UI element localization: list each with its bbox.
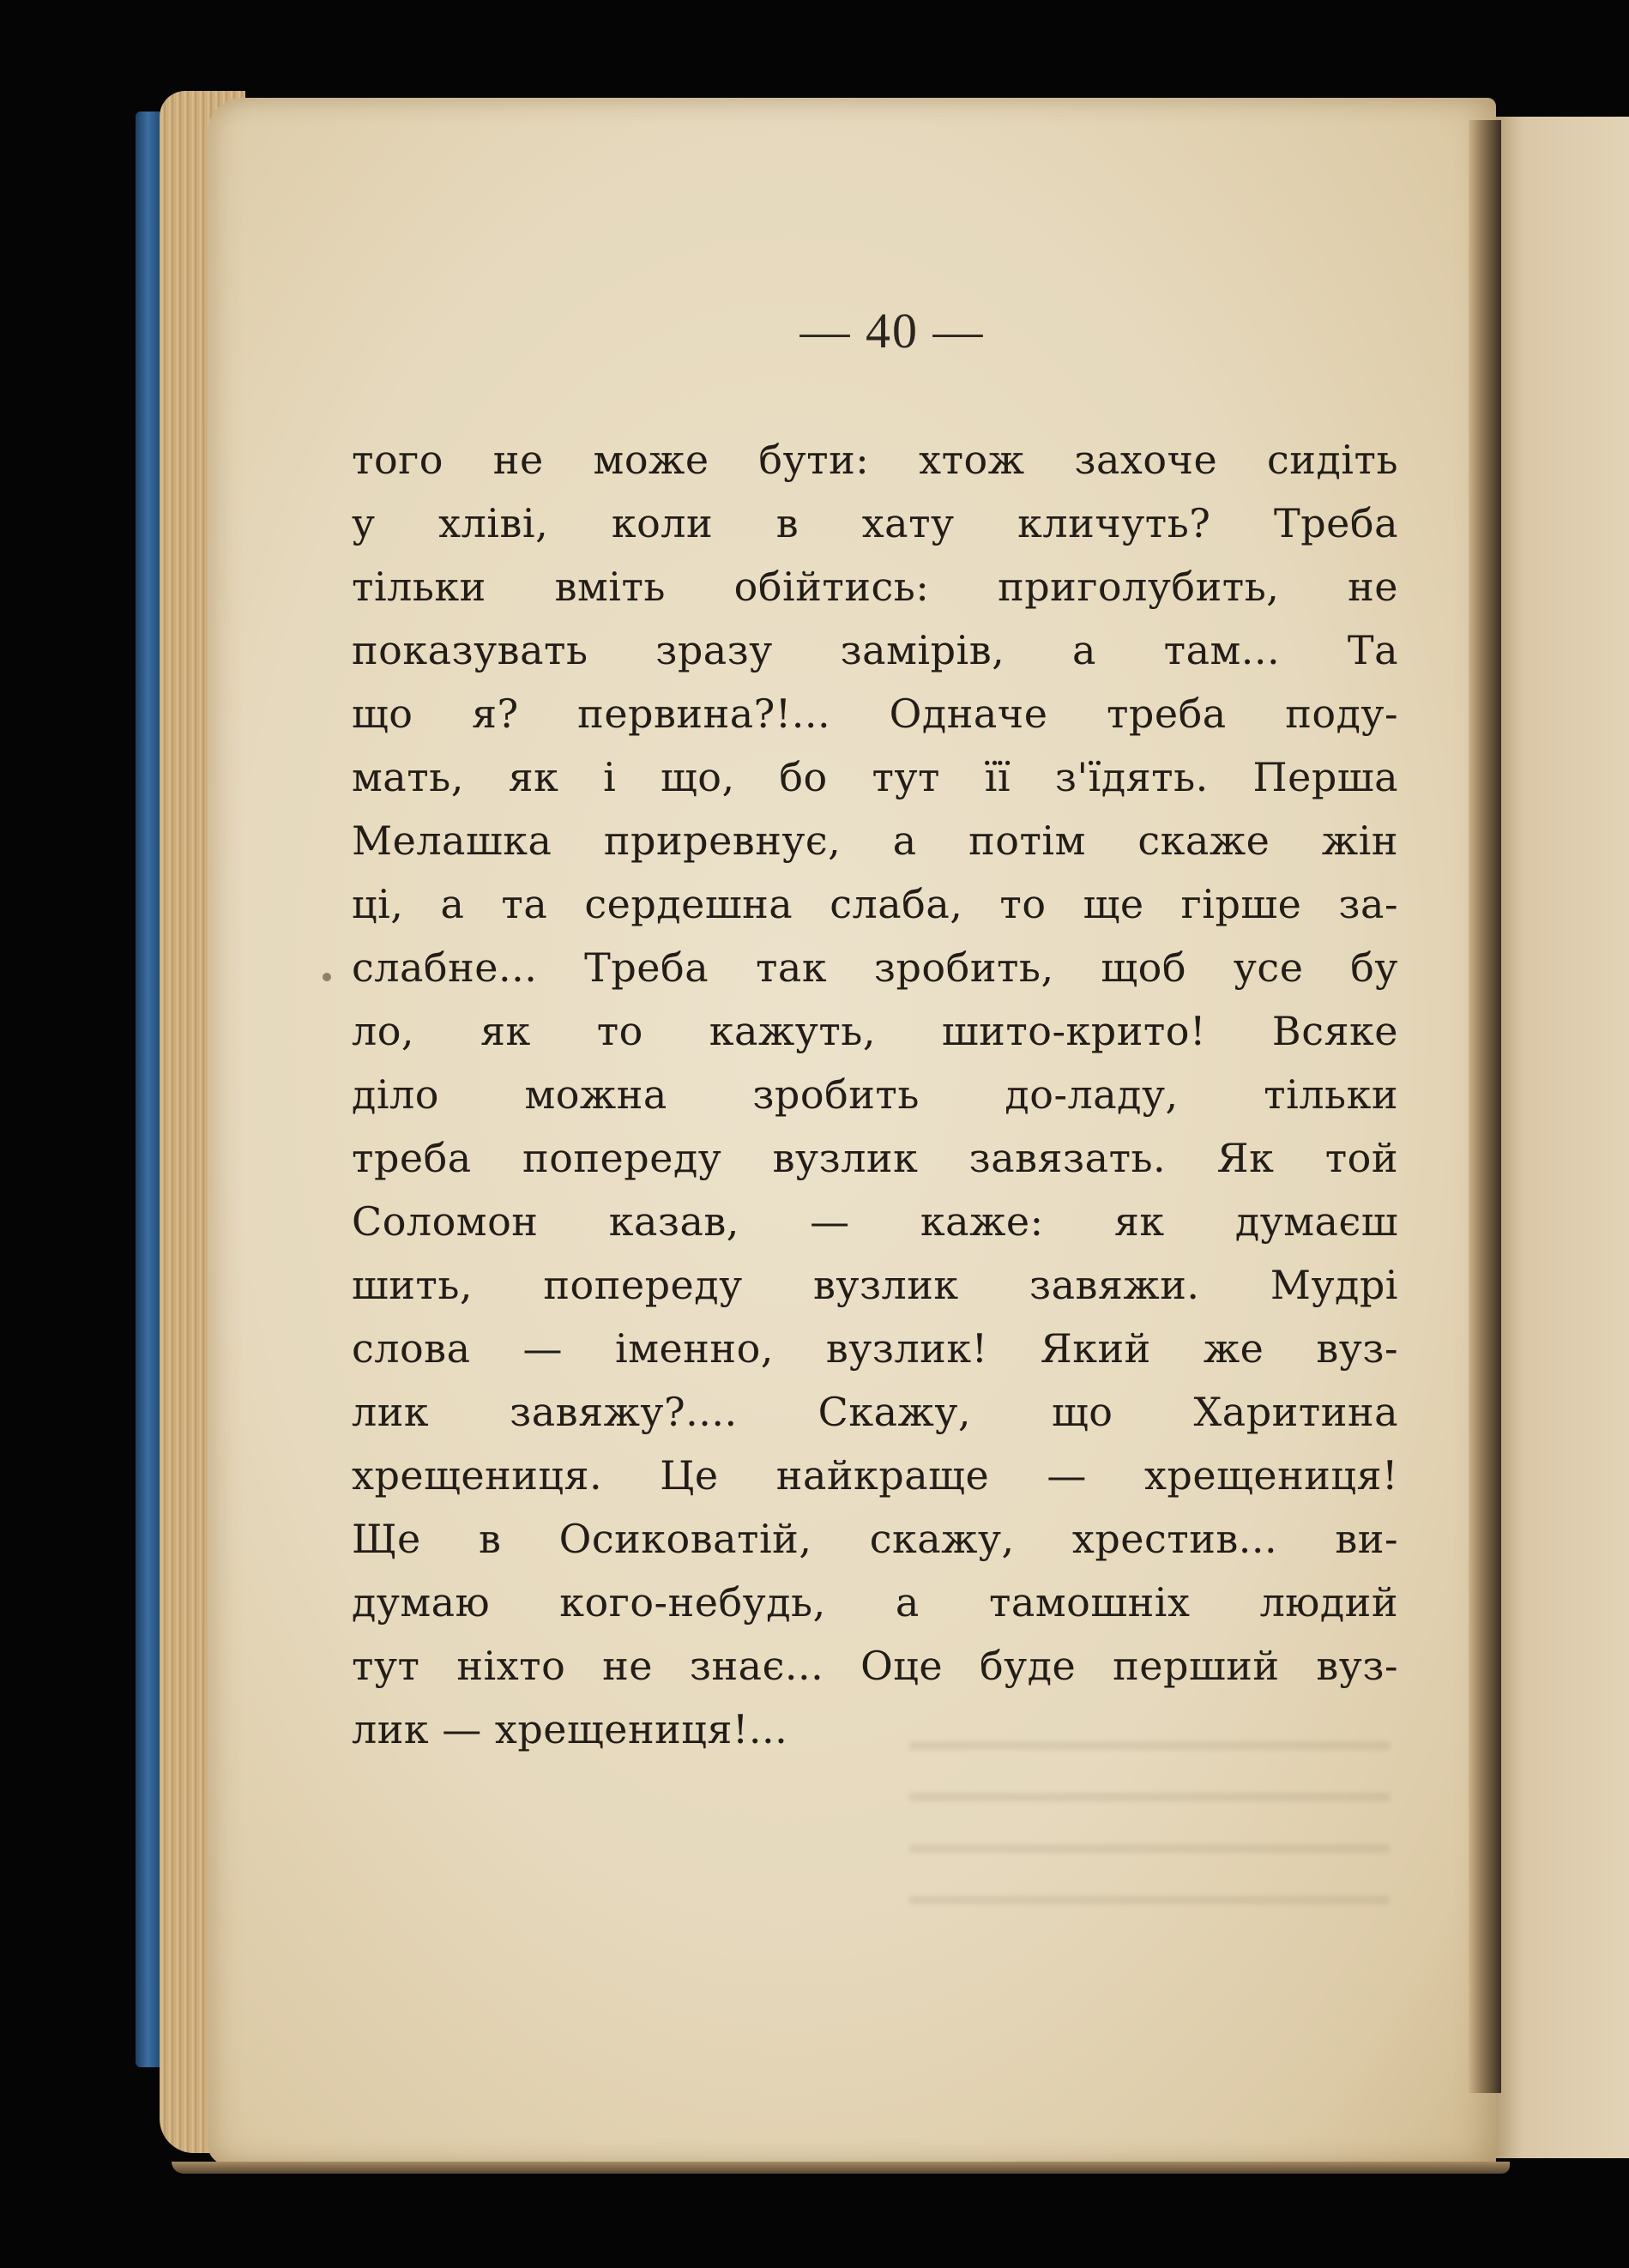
facing-page	[1496, 117, 1629, 2158]
book-gutter	[1469, 120, 1501, 2093]
text-line: ло, як то кажуть, шито-крито! Всяке	[352, 1008, 1398, 1054]
text-line: показувать зразу замірів, а там... Та	[352, 627, 1398, 673]
text-line: лик завяжу?.... Скажу, що Харитина	[352, 1389, 1398, 1435]
text-line: діло можна зробить до-ладу, тільки	[352, 1071, 1398, 1118]
page-bottom-edge	[172, 2162, 1510, 2174]
text-line: ці, а та сердешна слаба, то ще гірше за-	[352, 881, 1398, 927]
page-text	[352, 429, 1398, 1767]
text-line: хрещениця. Це найкраще — хрещениця!	[352, 1452, 1398, 1499]
text-line: у хліві, коли в хату кличуть? Треба	[352, 500, 1398, 546]
page-number: — 40 —	[799, 303, 985, 359]
text-line: Мелашка приревнує, а потім скаже жін	[352, 817, 1398, 864]
text-line: треба попереду вузлик завязать. Як той	[352, 1135, 1398, 1181]
text-line: думаю кого-небудь, а тамошніх людий	[352, 1579, 1398, 1626]
text-line: того не може бути: хтож захоче сидіть	[352, 437, 1398, 483]
text-line: Соломон казав, — каже: як думаєш	[352, 1198, 1398, 1245]
text-line: слабне... Треба так зробить, щоб усе бу	[352, 944, 1398, 991]
text-line: що я? первина?!... Одначе треба поду-	[352, 691, 1398, 737]
text-line: шить, попереду вузлик завяжи. Мудрі	[352, 1262, 1398, 1308]
text-line: Ще в Осиковатій, скажу, хрестив... ви-	[352, 1516, 1398, 1562]
text-line: лик — хрещениця!...	[352, 1706, 788, 1752]
text-line: тут ніхто не знає... Оце буде перший вуз-	[352, 1643, 1398, 1689]
text-line: слова — іменно, вузлик! Який же вуз-	[352, 1325, 1398, 1372]
margin-mark	[323, 973, 331, 981]
text-line: тільки вміть обійтись: приголубить, не	[352, 564, 1398, 610]
text-line: мать, як і що, бо тут її з'їдять. Перша	[352, 754, 1398, 800]
